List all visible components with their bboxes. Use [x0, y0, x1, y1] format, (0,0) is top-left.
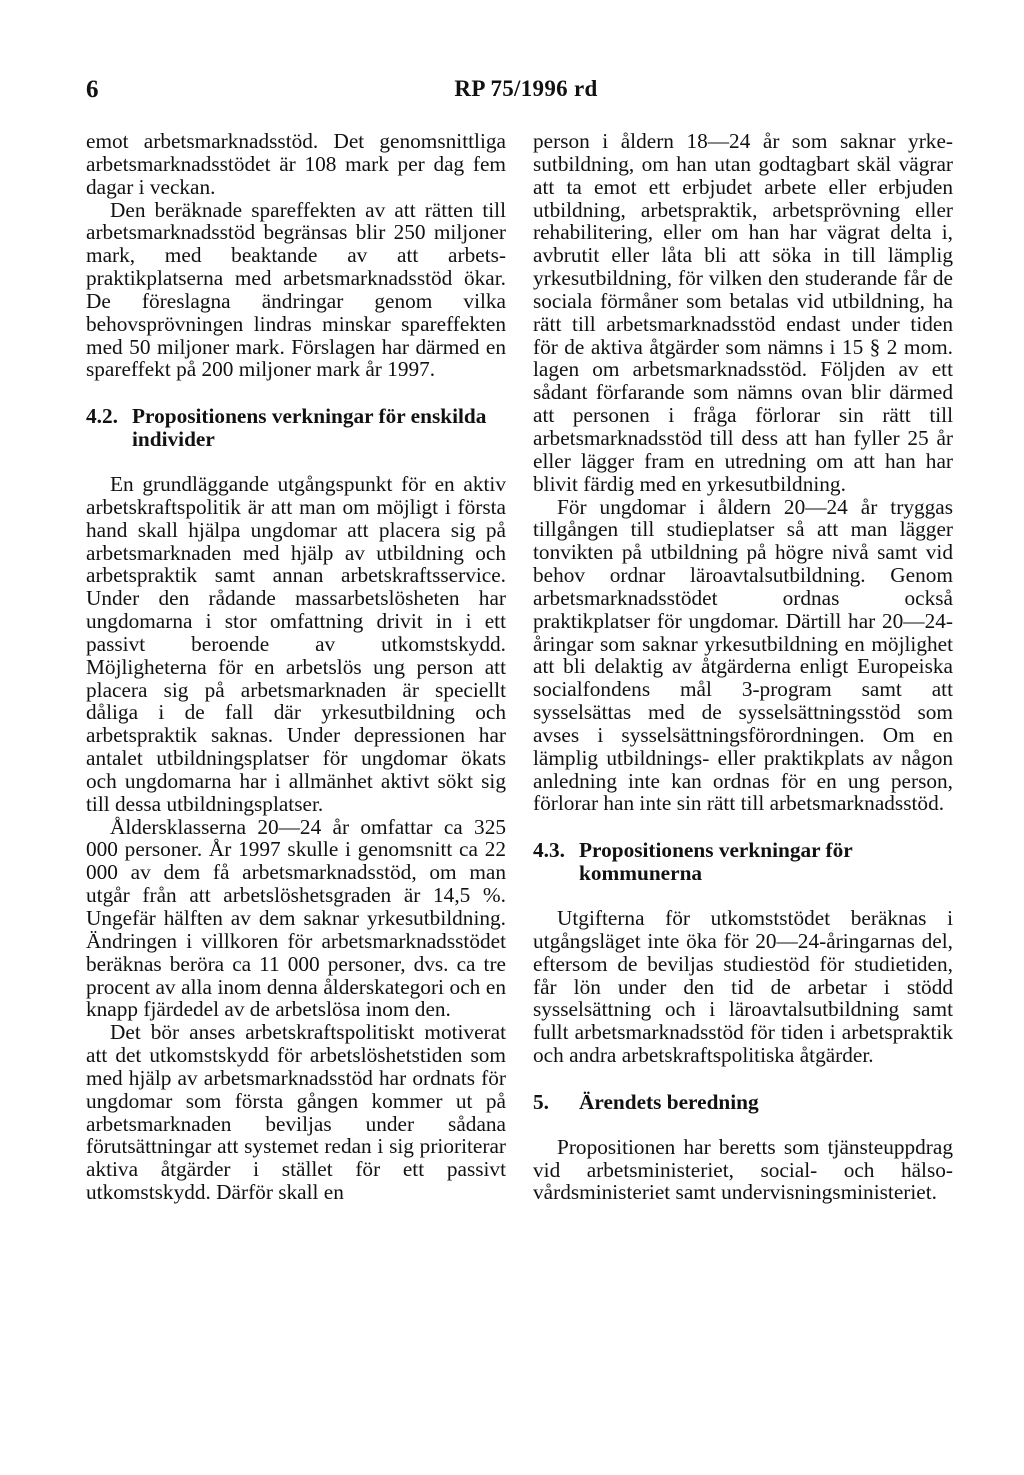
left-column [86, 130, 506, 1204]
right-column [533, 130, 953, 1204]
section-number: 4.3. [533, 838, 565, 863]
paragraph: En grundläggande utgångspunkt för en aktiv arbetskraftspolitik är att man om möjligt i första hand skall hjälpa ungdomar att placera sig på arbetsmarknaden med hjälp av utbildning och arbetspraktik samt annan arbetskraftsservice. Under den rådande massarbetslösheten har ungdomarna i stor omfattning drivit in i ett passivt beroende av utkomstskydd. Möjligheterna för en arbetslös ung person att placera sig på arbetsmarknaden är speciellt dåliga i de fall där yrkesutbildning och arbetspraktik saknas. Under depressionen har antalet utbildningsplatser för ungdomar ökats och ungdomarna har i allmänhet aktivt sökt sig till dessa utbildningsplatser. [86, 471, 506, 816]
section-number: 4.2. [86, 404, 118, 429]
section-title: Ärendets beredning [579, 1089, 759, 1114]
paragraph: Det bör anses arbetskraftspolitiskt motiverat att det utkomstskydd för arbetslöshetstiden som med hjälp av arbetsmarknadsstöd har ordnats för ungdomar som första gången kommer ut på arbetsmarknaden beviljas under sådana förutsättningar att systemet redan i sig prioriterar aktiva åtgärder i stället för ett passivt utkomstskydd. Därför skall en [86, 1020, 506, 1205]
section-heading-4-3 [533, 839, 953, 885]
paragraph: För ungdomar i åldern 20—24 år tryggas tillgången till studieplatser så att man lägger tonvikten på utbildning på högre nivå samt vid behov ordnar läroavtalsutbildning. Genom arbetsmarknadsstödet ordnas också praktikplatser för ungdomar. Därtill har 20—24-åringar som saknar yrkesutbildning en möjlighet att bli delaktig av åtgärderna enligt Europeiska socialfondens mål 3-program samt att sysselsättas med de sysselsättningsstöd som avses i sysselsättningsförordningen. Om en lämplig utbildnings- eller praktikplats av någon anledning inte kan ordnas för en ung person, förlorar han inte sin rätt till arbetsmarknadsstöd. [533, 494, 953, 816]
page-number: 6 [86, 76, 99, 103]
paragraph: Den beräknade spareffekten av att rätten till arbetsmarknadsstöd begränsas blir 250 miljoner mark, med beaktande av att arbetspraktikplatserna med arbetsmarknadsstöd ökar. De föreslagna ändringar genom vilka behovsprövningen lindras minskar spareffekten med 50 miljoner mark. Förslagen har därmed en spareffekt på 200 miljoner mark år 1997. [86, 197, 506, 382]
section-heading-4-2 [86, 405, 506, 451]
section-title: Propositionens verkningar för enskilda individer [132, 404, 487, 452]
section-heading-5 [533, 1091, 953, 1114]
paragraph: Propositionen har beretts som tjänsteuppdrag vid arbetsministeriet, social- och hälsovårdsministeriet samt undervisningsministeriet. [533, 1134, 953, 1205]
paragraph: Åldersklasserna 20—24 år omfattar ca 325 000 personer. År 1997 skulle i genomsnitt ca 22 000 av dem få arbetsmarknadsstöd, om man utgår från att arbetslöshetsgraden är 14,5 %. Ungefär hälften av dem saknar yrkesutbildning. Ändringen i villkoren för arbetsmarknadsstödet beräknas beröra ca 11 000 personer, dvs. ca tre procent av alla inom denna ålderskategori och en knapp fjärdedel av de arbetslösa inom den. [86, 814, 506, 1022]
section-number: 5. [533, 1089, 549, 1114]
paragraph: Utgifterna för utkomststödet beräknas i utgångsläget inte öka för 20—24-åringarnas del, eftersom de beviljas studiestöd för studietiden, får lön under den tid de arbetar i stödd sysselsättning och i läroavtalsutbildning samt fullt arbetsmarknadsstöd för tiden i arbetspraktik och andra arbetskraftspolitiska åtgärder. [533, 906, 953, 1068]
paragraph: person i åldern 18—24 år som saknar yrkesutbildning, om han utan godtagbart skäl vägrar att ta emot ett erbjudet arbete eller erbjuden utbildning, arbetspraktik, arbetsprövning eller rehabilitering, eller om han har vägrat delta i, avbrutit eller låta bli att söka in till lämplig yrkesutbildning, för vilken den studerande får de sociala förmåner som betalas vid utbildning, ha rätt till arbetsmarknadsstöd endast under tiden för de aktiva åtgärder som nämns i 15 § 2 mom. lagen om arbetsmarknadsstöd. Följden av ett sådant förfarande som nämns ovan blir därmed att personen i fråga förlorar sin rätt till arbetsmarknadsstöd till dess att han fyller 25 år eller lägger fram en utredning om att han har blivit färdig med en yrkesutbildning. [533, 129, 953, 496]
paragraph: emot arbetsmarknadsstöd. Det genomsnittliga arbetsmarknadsstödet är 108 mark per dag fem dagar i veckan. [86, 129, 506, 199]
page-header [86, 76, 966, 106]
document-reference: RP 75/1996 rd [454, 76, 598, 101]
section-title: Propositionens verkningar för kommunerna [579, 838, 853, 886]
